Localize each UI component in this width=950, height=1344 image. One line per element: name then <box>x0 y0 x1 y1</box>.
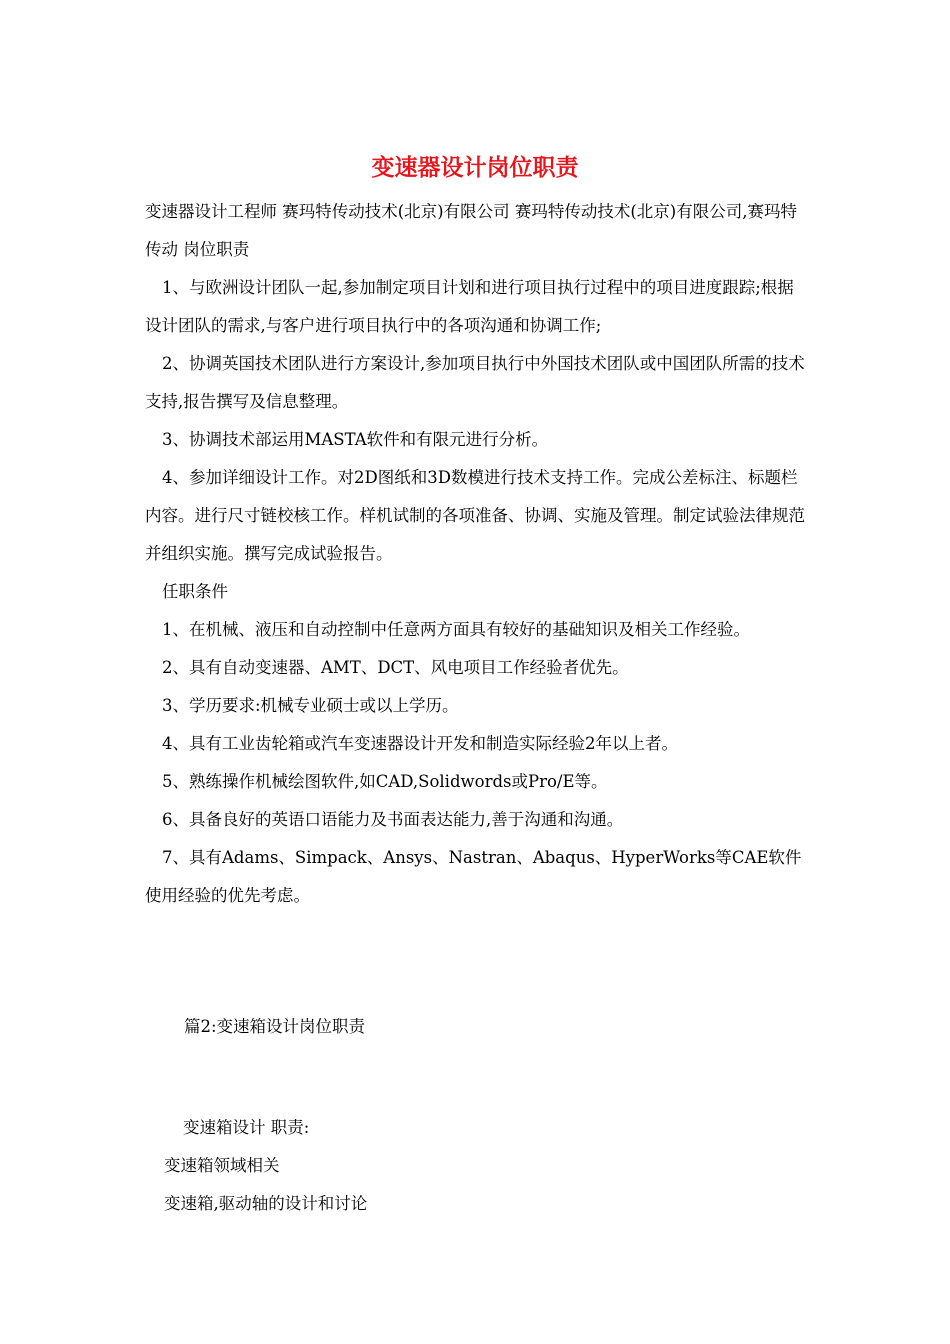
section2-line-2: 变速箱领域相关 <box>164 1156 280 1175</box>
requirement-item-5: 5、熟练操作机械绘图软件,如CAD,Solidwords或Pro/E等。 <box>162 772 608 791</box>
duty-item-3: 3、协调技术部运用MASTA软件和有限元进行分析。 <box>162 430 549 449</box>
duty-item-1: 1、与欧洲设计团队一起,参加制定项目计划和进行项目执行过程中的项目进度跟踪;根据设计团队的需求,与客户进行项目执行中的各项沟通和协调工作; <box>145 278 794 335</box>
section2-line-1: 变速箱设计 职责: <box>183 1118 310 1137</box>
section2-title: 篇2:变速箱设计岗位职责 <box>184 1017 366 1036</box>
section2-line-3: 变速箱,驱动轴的设计和讨论 <box>164 1194 368 1213</box>
duty-item-2: 2、协调英国技术团队进行方案设计,参加项目执行中外国技术团队或中国团队所需的技术支持,报告撰写及信息整理。 <box>145 354 805 411</box>
requirement-item-7: 7、具有Adams、Simpack、Ansys、Nastran、Abaqus、HyperWorks等CAE软件使用经验的优先考虑。 <box>145 848 802 905</box>
section2-body <box>164 1109 804 1223</box>
requirement-item-1: 1、在机械、液压和自动控制中任意两方面具有较好的基础知识及相关工作经验。 <box>162 620 750 639</box>
requirements-heading: 任职条件 <box>162 582 228 601</box>
requirement-item-6: 6、具备良好的英语口语能力及书面表达能力,善于沟通和沟通。 <box>162 810 624 829</box>
requirement-item-2: 2、具有自动变速器、AMT、DCT、风电项目工作经验者优先。 <box>162 658 629 677</box>
requirement-item-4: 4、具有工业齿轮箱或汽车变速器设计开发和制造实际经验2年以上者。 <box>162 734 678 753</box>
document-title: 变速器设计岗位职责 <box>371 154 579 181</box>
intro-paragraph: 变速器设计工程师 赛玛特传动技术(北京)有限公司 赛玛特传动技术(北京)有限公司,赛玛特传动 岗位职责 <box>145 202 797 259</box>
requirement-item-3: 3、学历要求:机械专业硕士或以上学历。 <box>162 696 459 715</box>
duty-item-4: 4、参加详细设计工作。对2D图纸和3D数模进行技术支持工作。完成公差标注、标题栏内容。进行尺寸链校核工作。样机试制的各项准备、协调、实施及管理。制定试验法律规范并组织实施。撰写完成试验报告。 <box>145 468 805 563</box>
document-body <box>145 193 810 915</box>
